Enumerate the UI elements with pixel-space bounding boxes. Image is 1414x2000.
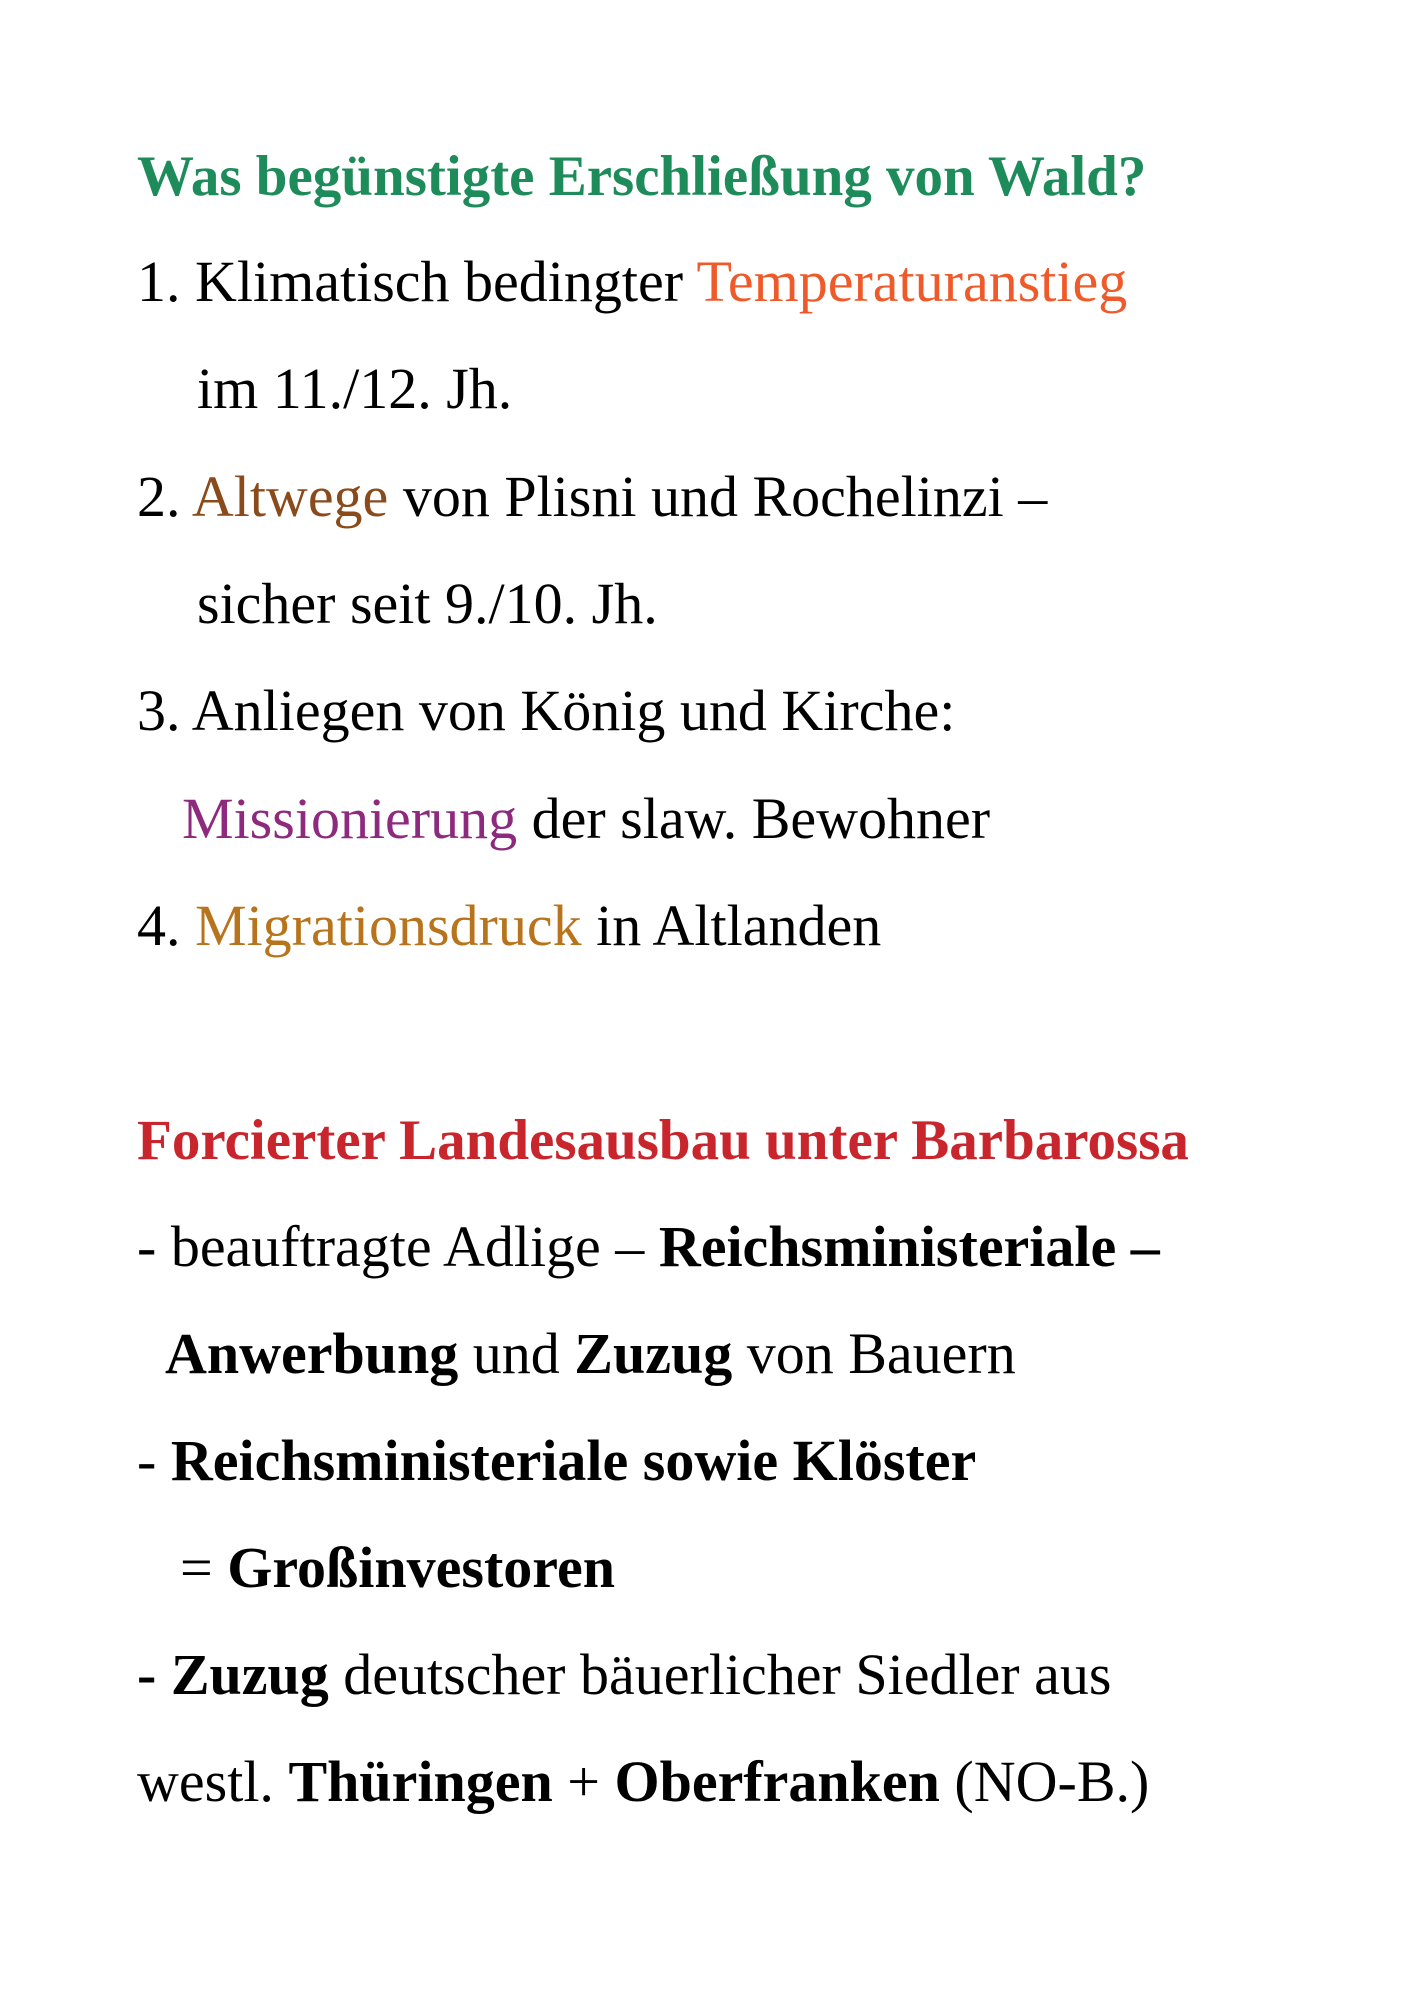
line-6-bold-2: Oberfranken xyxy=(614,1749,940,1814)
item-4-suffix: in Altlanden xyxy=(581,893,882,958)
line-1-bold: Reichsministeriale – xyxy=(658,1214,1160,1279)
line-2-bold-1: Anwerbung xyxy=(165,1321,459,1386)
line-2-bold-2: Zuzug xyxy=(574,1321,733,1386)
line-2-mid: und xyxy=(458,1321,575,1386)
barbarossa-line-4 xyxy=(180,1535,615,1600)
line-6-mid: + xyxy=(552,1749,615,1814)
item-3-highlight: Missionierung xyxy=(182,786,518,851)
heading-barbarossa: Forcierter Landesausbau unter Barbarossa xyxy=(137,1109,1189,1172)
line-2-suffix: von Bauern xyxy=(732,1321,1016,1386)
item-3-continuation xyxy=(182,786,991,851)
line-6-suffix: (NO-B.) xyxy=(939,1749,1150,1814)
line-6-bold-1: Thüringen xyxy=(288,1749,553,1814)
barbarossa-line-1 xyxy=(137,1214,1160,1279)
item-4 xyxy=(137,893,882,958)
item-2 xyxy=(137,464,1048,529)
line-3-bold: Reichsministeriale sowie Klöster xyxy=(170,1428,977,1493)
line-3-prefix: - xyxy=(137,1428,171,1493)
item-3-suffix: der slaw. Bewohner xyxy=(517,786,991,851)
item-1-prefix: 1. Klimatisch bedingter xyxy=(137,249,697,314)
line-6-prefix: westl. xyxy=(137,1749,289,1814)
item-2-suffix: von Plisni und Rochelinzi – xyxy=(388,464,1048,529)
barbarossa-line-2 xyxy=(165,1321,1016,1386)
barbarossa-line-5 xyxy=(137,1642,1112,1707)
item-1 xyxy=(137,249,1128,314)
line-4-bold: Großinvestoren xyxy=(227,1535,615,1600)
item-2-highlight: Altwege xyxy=(191,464,389,529)
barbarossa-line-3 xyxy=(137,1428,977,1493)
line-4-prefix: = xyxy=(180,1535,228,1600)
item-4-highlight: Migrationsdruck xyxy=(195,893,582,958)
item-1-highlight: Temperaturanstieg xyxy=(696,249,1128,314)
item-2-prefix: 2. xyxy=(137,464,192,529)
line-1-prefix: - beauftragte Adlige – xyxy=(137,1214,659,1279)
heading-wald: Was begünstigte Erschließung von Wald? xyxy=(137,145,1147,208)
item-4-prefix: 4. xyxy=(137,893,195,958)
barbarossa-line-6 xyxy=(137,1749,1150,1814)
line-5-bold: - Zuzug xyxy=(137,1642,329,1707)
item-2-continuation: sicher seit 9./10. Jh. xyxy=(197,571,658,636)
item-1-continuation: im 11./12. Jh. xyxy=(197,356,513,421)
line-5-suffix: deutscher bäuerlicher Siedler aus xyxy=(328,1642,1112,1707)
item-3: 3. Anliegen von König und Kirche: xyxy=(137,678,956,743)
